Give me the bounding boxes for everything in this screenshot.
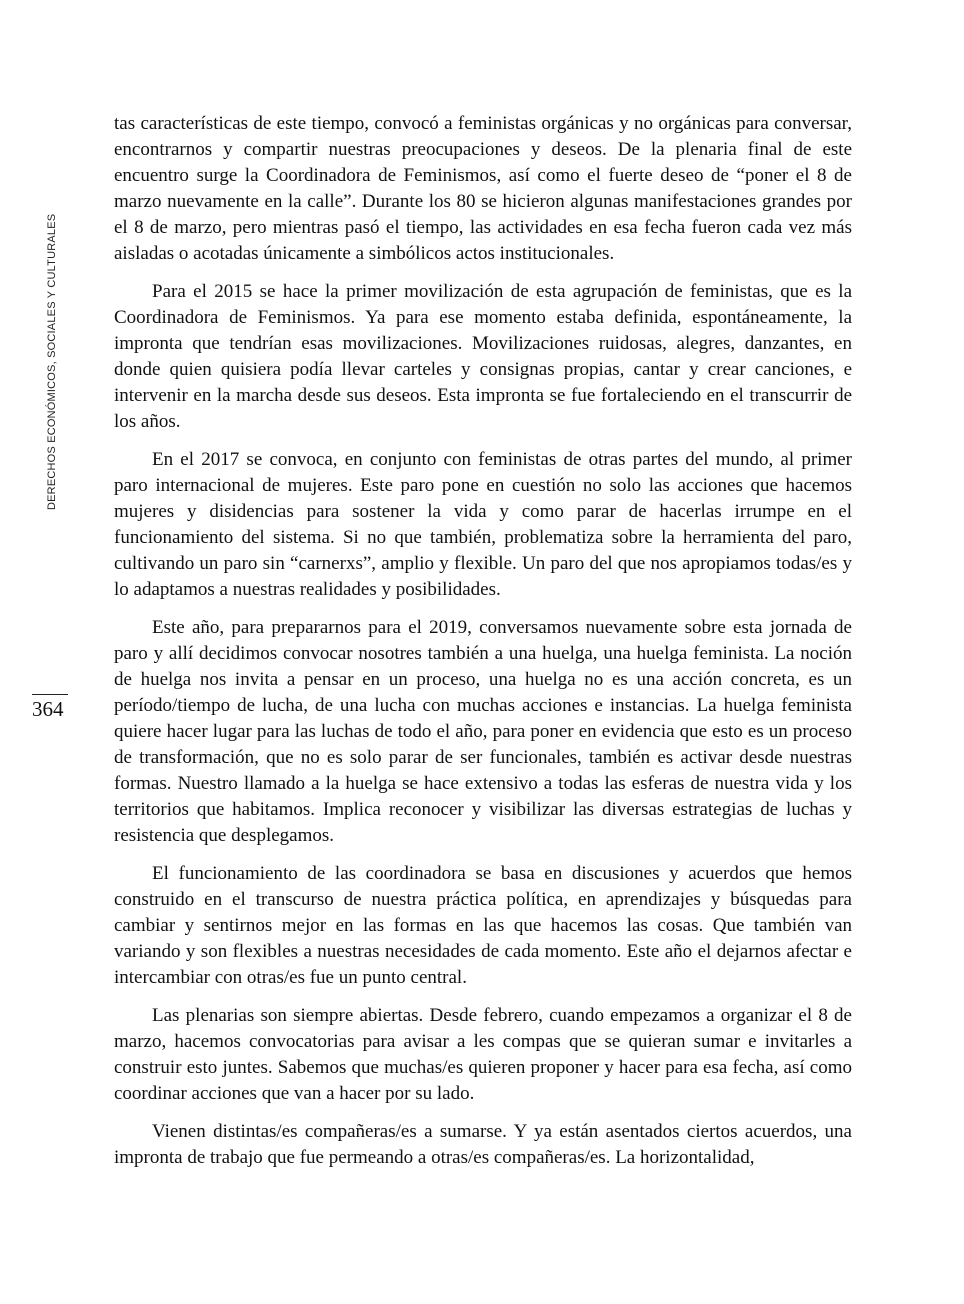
- paragraph-1: tas características de este tiempo, convocó a feministas orgánicas y no orgánicas para conversar, encontrarnos y compartir nuestras preocupaciones y deseos. De la plenaria final de este encuentro surge la Coordinadora de Feminismos, así como el fuerte deseo de “poner el 8 de marzo nuevamente en la calle”. Durante los 80 se hicieron algunas manifestaciones grandes por el 8 de marzo, pero mientras pasó el tiempo, las actividades en esa fecha fueron cada vez más aisladas o acotadas únicamente a simbólicos actos institucionales.: [114, 113, 852, 264]
- paragraph-2: Para el 2015 se hace la primer movilización de esta agrupación de feministas, que es la Coordinadora de Feminismos. Ya para ese momento estaba definida, espontáneamente, la impronta que tendrían esas movilizaciones. Movilizaciones ruidosas, alegres, danzantes, en donde quien quisiera podía llevar carteles y consignas propias, cantar y crear canciones, e intervenir en la marcha desde sus deseos. Esta impronta se fue fortaleciendo en el transcurrir de los años.: [114, 281, 852, 432]
- paragraph-6: Las plenarias son siempre abiertas. Desde febrero, cuando empezamos a organizar el 8 de marzo, hacemos convocatorias para avisar a les compas que se quieran sumar e invitarles a construir esto juntes. Sabemos que muchas/es quieren proponer y hacer para esa fecha, así como coordinar acciones que van a hacer por su lado.: [114, 1005, 852, 1104]
- page-number-rule: [32, 694, 68, 695]
- body-text: [114, 111, 852, 1183]
- paragraph-3: En el 2017 se convoca, en conjunto con feministas de otras partes del mundo, al primer paro internacional de mujeres. Este paro pone en cuestión no solo las acciones que hacemos mujeres y disidencias para sostener la vida y como parar de hacerlas irrumpe en el funcionamiento del sistema. Si no que también, problematiza sobre la herramienta del paro, cultivando un paro sin “carnerxs”, amplio y flexible. Un paro del que nos apropiamos todas/es y lo adaptamos a nuestras realidades y posibilidades.: [114, 449, 852, 600]
- paragraph-4: Este año, para prepararnos para el 2019, conversamos nuevamente sobre esta jornada de paro y allí decidimos convocar nosotres también a una huelga, una huelga feminista. La noción de huelga nos invita a pensar en un proceso, una huelga no es una acción concreta, es un período/tiempo de lucha, de una lucha con muchas acciones e instancias. La huelga feminista quiere hacer lugar para las luchas de todo el año, para poner en evidencia que esto es un proceso de transformación, que no es solo parar de ser funcionales, también es activar desde nuestras formas. Nuestro llamado a la huelga se hace extensivo a todas las esferas de nuestra vida y los territorios que habitamos. Implica reconocer y visibilizar las diversas estrategias de luchas y resistencia que desplegamos.: [114, 617, 852, 846]
- paragraph-7: Vienen distintas/es compañeras/es a sumarse. Y ya están asentados ciertos acuerdos, una impronta de trabajo que fue permeando a otras/es compañeras/es. La horizontalidad,: [114, 1121, 852, 1168]
- paragraph-5: El funcionamiento de las coordinadora se basa en discusiones y acuerdos que hemos construido en el transcurso de nuestra práctica política, en aprendizajes y búsquedas para cambiar y sentirnos mejor en las formas en las que hacemos las cosas. Que también van variando y son flexibles a nuestras necesidades de cada momento. Este año el dejarnos afectar e intercambiar con otras/es fue un punto central.: [114, 863, 852, 988]
- running-head: DERECHOS ECONÓMICOS, SOCIALES Y CULTURALES: [46, 213, 58, 510]
- page-number: 364: [32, 697, 64, 721]
